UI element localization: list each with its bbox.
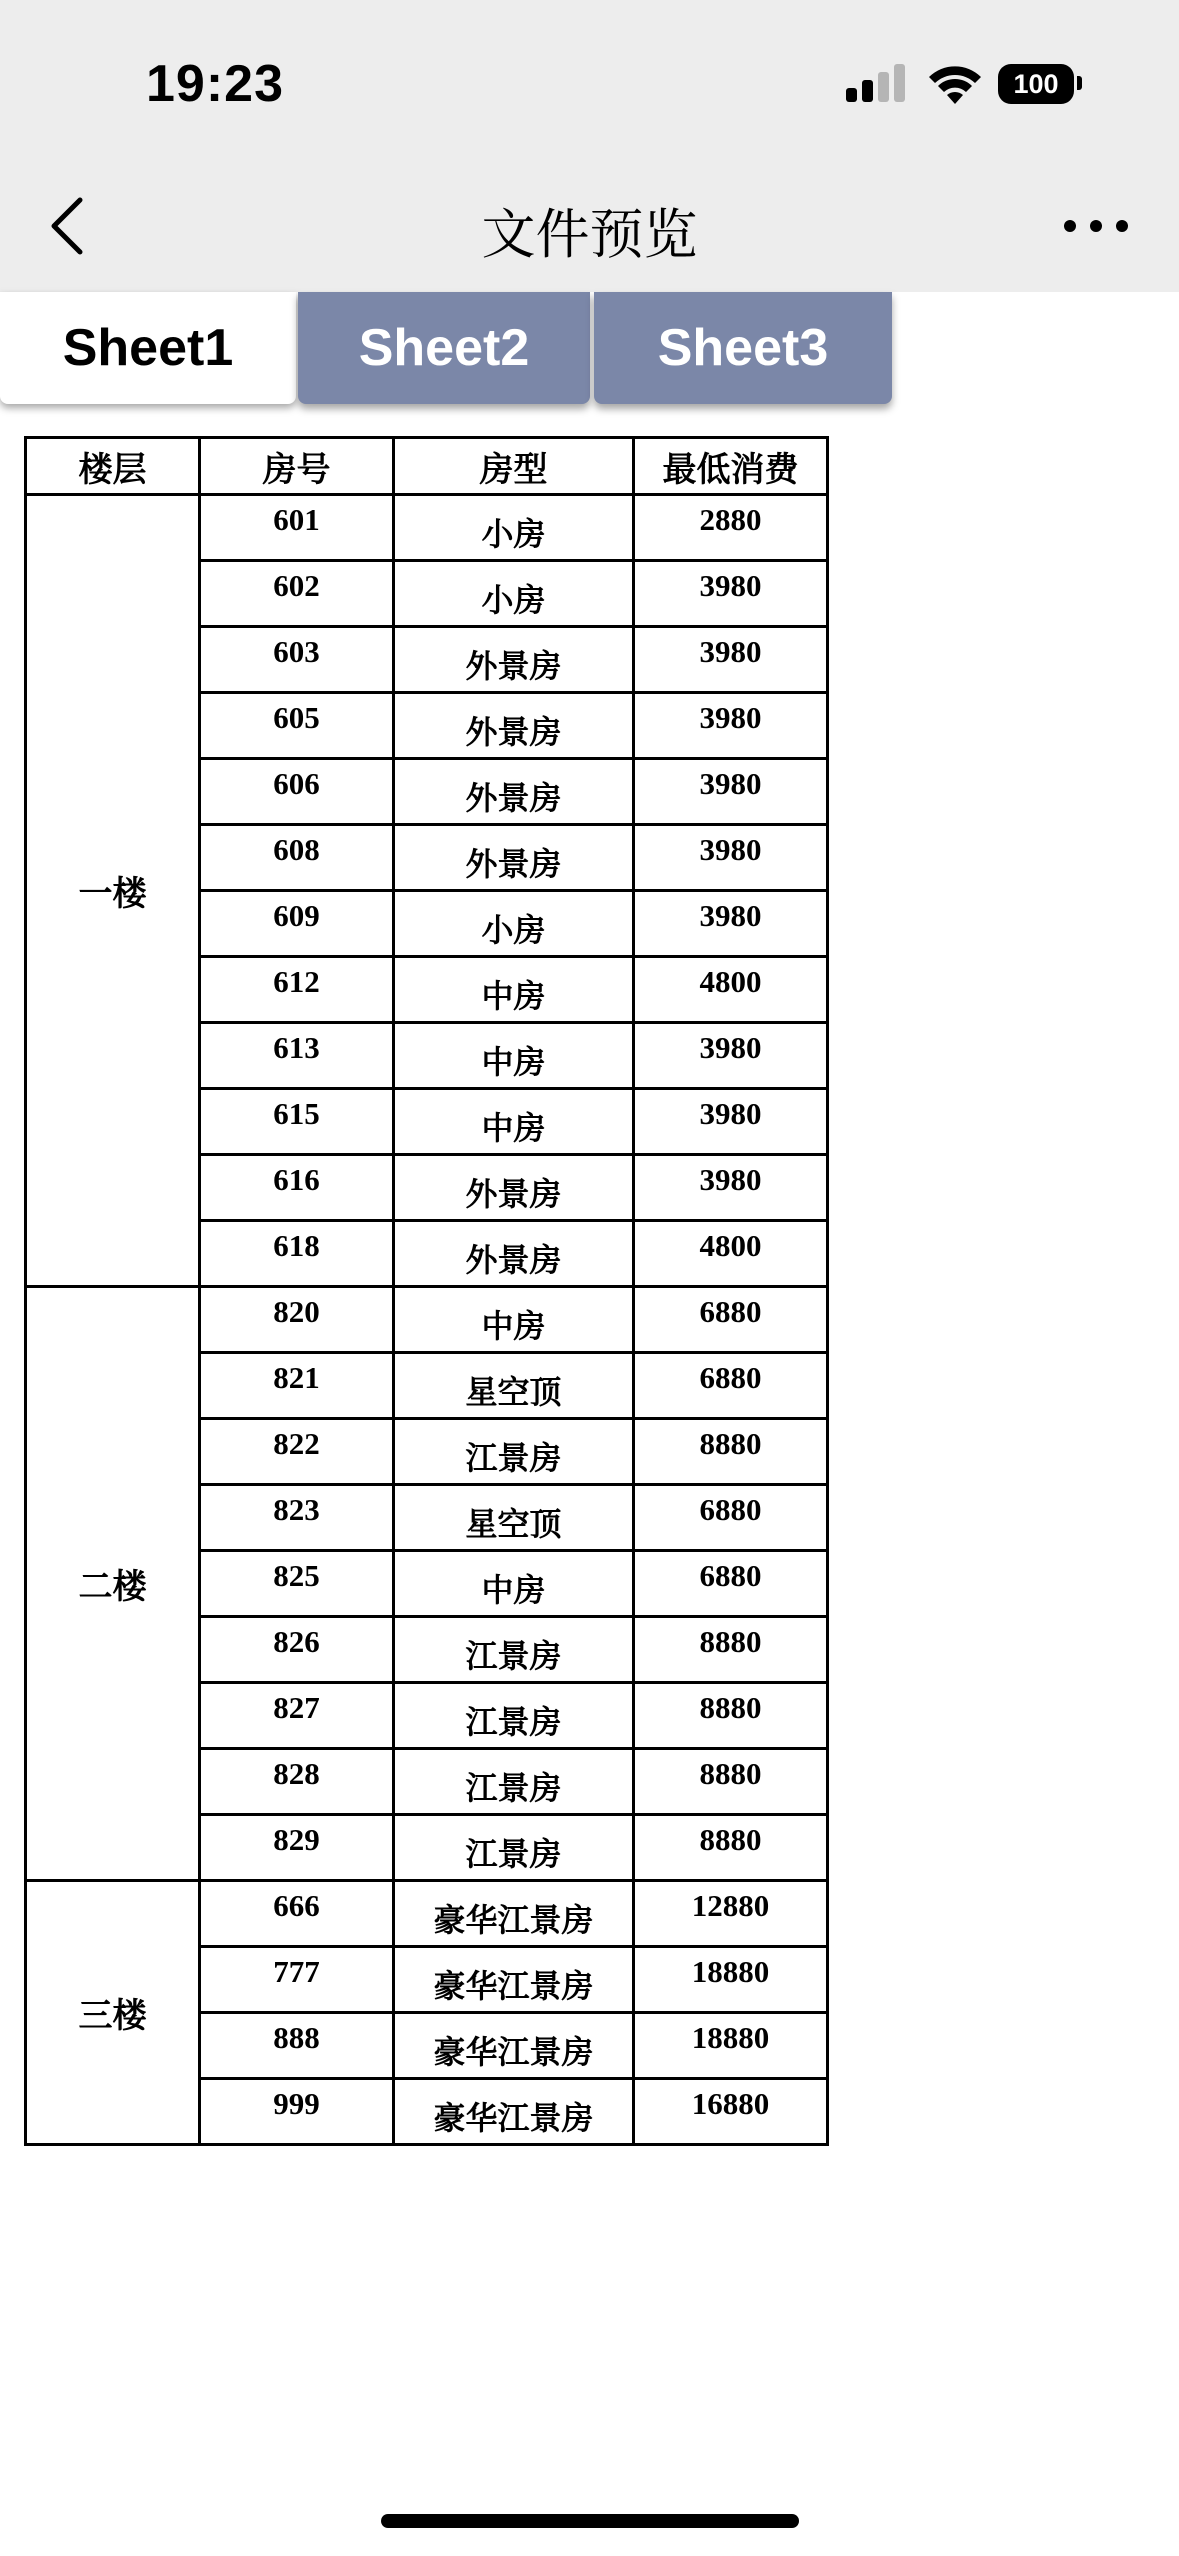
room-number-cell[interactable]: 820 <box>200 1287 394 1353</box>
battery-tip <box>1077 76 1082 90</box>
room-type-cell[interactable]: 江景房 <box>394 1617 634 1683</box>
min-spend-cell[interactable]: 8880 <box>634 1749 828 1815</box>
header-floor: 楼层 <box>26 438 200 495</box>
floor-cell[interactable]: 二楼 <box>26 1287 200 1881</box>
header-min-spend: 最低消费 <box>634 438 828 495</box>
min-spend-cell[interactable]: 3980 <box>634 891 828 957</box>
top-bar <box>0 0 1179 292</box>
room-type-cell[interactable]: 豪华江景房 <box>394 1881 634 1947</box>
header-room-type: 房型 <box>394 438 634 495</box>
min-spend-cell[interactable]: 12880 <box>634 1881 828 1947</box>
room-type-cell[interactable]: 中房 <box>394 1023 634 1089</box>
min-spend-cell[interactable]: 3980 <box>634 627 828 693</box>
min-spend-cell[interactable]: 3980 <box>634 1089 828 1155</box>
room-number-cell[interactable]: 777 <box>200 1947 394 2013</box>
wifi-icon <box>926 64 984 106</box>
min-spend-cell[interactable]: 18880 <box>634 1947 828 2013</box>
room-number-cell[interactable]: 602 <box>200 561 394 627</box>
room-number-cell[interactable]: 606 <box>200 759 394 825</box>
table-row <box>26 495 828 561</box>
room-number-cell[interactable]: 823 <box>200 1485 394 1551</box>
room-number-cell[interactable]: 826 <box>200 1617 394 1683</box>
table-row <box>26 1881 828 1947</box>
room-number-cell[interactable]: 821 <box>200 1353 394 1419</box>
spreadsheet-table <box>24 436 829 2146</box>
room-type-cell[interactable]: 外景房 <box>394 627 634 693</box>
header-room-number: 房号 <box>200 438 394 495</box>
page-title: 文件预览 <box>481 205 698 265</box>
tab-sheet2[interactable]: Sheet2 <box>298 292 590 404</box>
room-number-cell[interactable]: 829 <box>200 1815 394 1881</box>
room-type-cell[interactable]: 小房 <box>394 495 634 561</box>
room-type-cell[interactable]: 中房 <box>394 1551 634 1617</box>
room-number-cell[interactable]: 601 <box>200 495 394 561</box>
table-row <box>26 1287 828 1353</box>
room-number-cell[interactable]: 605 <box>200 693 394 759</box>
room-type-cell[interactable]: 小房 <box>394 891 634 957</box>
min-spend-cell[interactable]: 3980 <box>634 759 828 825</box>
min-spend-cell[interactable]: 8880 <box>634 1419 828 1485</box>
room-number-cell[interactable]: 603 <box>200 627 394 693</box>
min-spend-cell[interactable]: 8880 <box>634 1815 828 1881</box>
room-type-cell[interactable]: 中房 <box>394 1287 634 1353</box>
min-spend-cell[interactable]: 6880 <box>634 1287 828 1353</box>
min-spend-cell[interactable]: 8880 <box>634 1683 828 1749</box>
room-type-cell[interactable]: 江景房 <box>394 1419 634 1485</box>
min-spend-cell[interactable]: 3980 <box>634 693 828 759</box>
room-type-cell[interactable]: 豪华江景房 <box>394 1947 634 2013</box>
room-type-cell[interactable]: 外景房 <box>394 825 634 891</box>
room-number-cell[interactable]: 613 <box>200 1023 394 1089</box>
min-spend-cell[interactable]: 6880 <box>634 1551 828 1617</box>
min-spend-cell[interactable]: 3980 <box>634 1023 828 1089</box>
room-type-cell[interactable]: 外景房 <box>394 1155 634 1221</box>
room-type-cell[interactable]: 江景房 <box>394 1815 634 1881</box>
room-number-cell[interactable]: 827 <box>200 1683 394 1749</box>
room-number-cell[interactable]: 666 <box>200 1881 394 1947</box>
floor-cell[interactable]: 三楼 <box>26 1881 200 2145</box>
room-number-cell[interactable]: 822 <box>200 1419 394 1485</box>
room-type-cell[interactable]: 豪华江景房 <box>394 2079 634 2145</box>
battery-icon: 100 <box>998 64 1074 104</box>
table-body <box>26 495 828 2145</box>
room-type-cell[interactable]: 小房 <box>394 561 634 627</box>
room-type-cell[interactable]: 外景房 <box>394 693 634 759</box>
room-type-cell[interactable]: 星空顶 <box>394 1485 634 1551</box>
room-type-cell[interactable]: 中房 <box>394 1089 634 1155</box>
min-spend-cell[interactable]: 18880 <box>634 2013 828 2079</box>
min-spend-cell[interactable]: 4800 <box>634 1221 828 1287</box>
room-type-cell[interactable]: 江景房 <box>394 1749 634 1815</box>
min-spend-cell[interactable]: 6880 <box>634 1485 828 1551</box>
room-number-cell[interactable]: 999 <box>200 2079 394 2145</box>
status-icons <box>840 62 1100 110</box>
room-type-cell[interactable]: 星空顶 <box>394 1353 634 1419</box>
room-type-cell[interactable]: 外景房 <box>394 1221 634 1287</box>
room-number-cell[interactable]: 615 <box>200 1089 394 1155</box>
room-number-cell[interactable]: 825 <box>200 1551 394 1617</box>
room-number-cell[interactable]: 828 <box>200 1749 394 1815</box>
min-spend-cell[interactable]: 8880 <box>634 1617 828 1683</box>
floor-cell[interactable]: 一楼 <box>26 495 200 1287</box>
home-indicator <box>381 2514 799 2528</box>
room-number-cell[interactable]: 608 <box>200 825 394 891</box>
min-spend-cell[interactable]: 16880 <box>634 2079 828 2145</box>
sheet-tabs <box>0 292 900 408</box>
room-number-cell[interactable]: 618 <box>200 1221 394 1287</box>
min-spend-cell[interactable]: 2880 <box>634 495 828 561</box>
room-type-cell[interactable]: 中房 <box>394 957 634 1023</box>
min-spend-cell[interactable]: 6880 <box>634 1353 828 1419</box>
room-number-cell[interactable]: 612 <box>200 957 394 1023</box>
more-horizontal-icon <box>1060 200 1132 252</box>
room-type-cell[interactable]: 外景房 <box>394 759 634 825</box>
min-spend-cell[interactable]: 3980 <box>634 1155 828 1221</box>
tab-sheet1[interactable]: Sheet1 <box>0 292 296 404</box>
room-type-cell[interactable]: 江景房 <box>394 1683 634 1749</box>
room-number-cell[interactable]: 888 <box>200 2013 394 2079</box>
room-type-cell[interactable]: 豪华江景房 <box>394 2013 634 2079</box>
min-spend-cell[interactable]: 3980 <box>634 825 828 891</box>
table-header-row <box>26 438 828 495</box>
status-time: 19:23 <box>146 55 284 113</box>
min-spend-cell[interactable]: 4800 <box>634 957 828 1023</box>
min-spend-cell[interactable]: 3980 <box>634 561 828 627</box>
tab-sheet3[interactable]: Sheet3 <box>594 292 892 404</box>
room-number-cell[interactable]: 609 <box>200 891 394 957</box>
room-number-cell[interactable]: 616 <box>200 1155 394 1221</box>
more-button[interactable] <box>1060 200 1132 252</box>
